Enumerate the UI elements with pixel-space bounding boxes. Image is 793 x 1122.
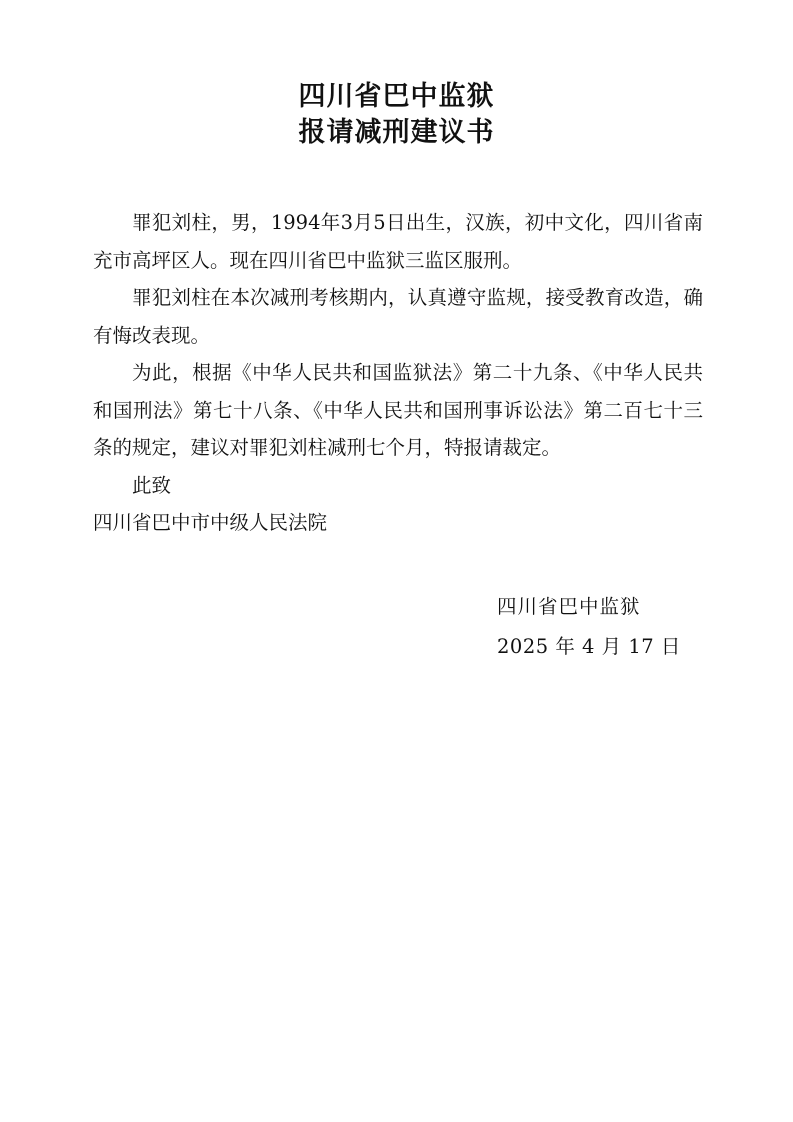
signature-date: 2025 年 4 月 17 日 [497,635,681,658]
signature-organization: 四川省巴中监狱 [497,595,641,618]
document-title-line2: 报请减刑建议书 [298,117,495,148]
paragraph-basic-info: 罪犯刘柱，男，1994年3月5日出生，汉族，初中文化，四川省南充市高坪区人。现在四川省巴中监狱三监区服刑。 [93,211,703,272]
addressee: 四川省巴中市中级人民法院 [93,511,328,534]
paragraph-performance: 罪犯刘柱在本次减刑考核期内，认真遵守监规，接受教育改造，确有悔改表现。 [93,286,703,347]
paragraph-recommendation: 为此，根据《中华人民共和国监狱法》第二十九条、《中华人民共和国刑法》第七十八条、《中华人民共和国刑事诉讼法》第二百七十三条的规定，建议对罪犯刘柱减刑七个月，特报请裁定。 [93,361,703,459]
paragraph-salutation: 此致 [132,473,172,497]
document-title-line1: 四川省巴中监狱 [298,81,495,112]
document-body [93,204,703,542]
